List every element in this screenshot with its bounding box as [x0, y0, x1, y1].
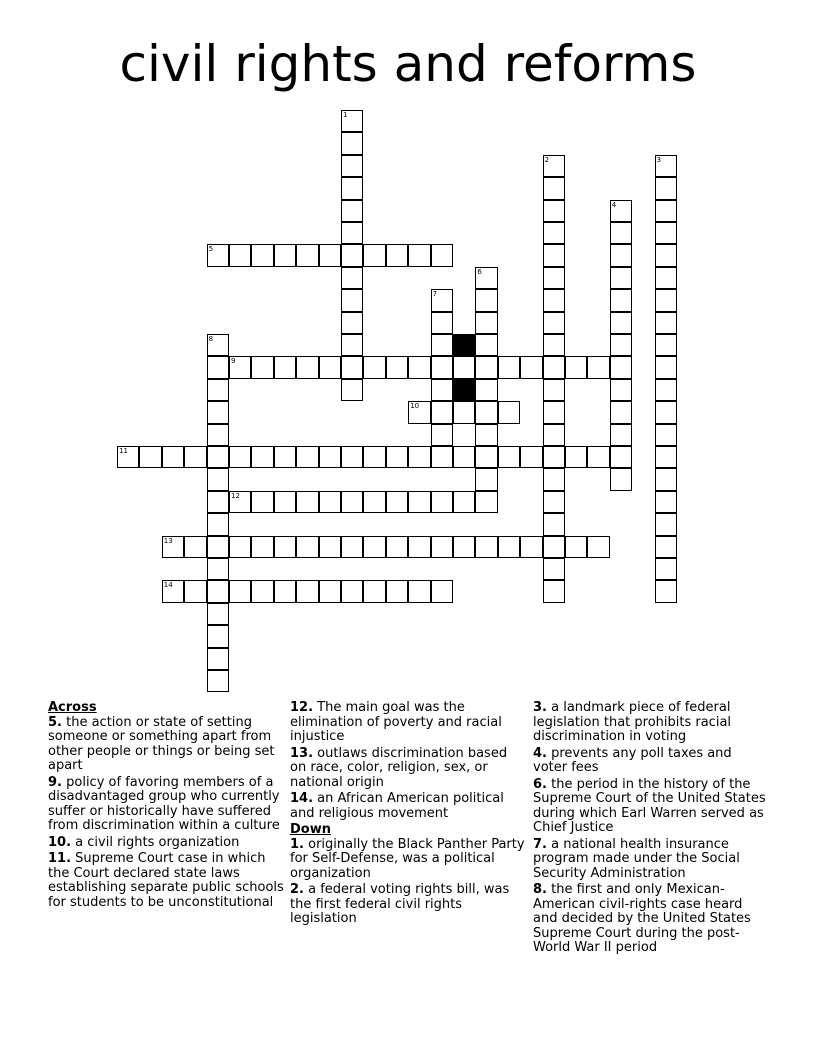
clue-down-6: 6. the period in the history of the Supreme Court of the United States during which Earl Warren served as Chief Justice	[533, 776, 766, 835]
grid-cell[interactable]	[655, 491, 677, 513]
clue-column-2	[290, 701, 526, 929]
grid-cell[interactable]	[610, 356, 632, 378]
grid-cell[interactable]	[319, 536, 341, 558]
grid-cell[interactable]	[431, 356, 453, 378]
grid-cell[interactable]	[543, 334, 565, 356]
grid-cell[interactable]	[274, 446, 296, 468]
grid-cell[interactable]	[386, 536, 408, 558]
grid-cell[interactable]	[184, 536, 206, 558]
grid-cell[interactable]	[341, 289, 363, 311]
grid-cell[interactable]	[655, 379, 677, 401]
grid-cell[interactable]	[475, 468, 497, 490]
grid-cell[interactable]	[386, 356, 408, 378]
grid-cell[interactable]	[543, 244, 565, 266]
grid-cell[interactable]	[207, 648, 229, 670]
grid-cell[interactable]	[610, 424, 632, 446]
grid-cell[interactable]	[341, 110, 363, 132]
across-heading: Across	[48, 700, 97, 715]
grid-cell[interactable]	[341, 446, 363, 468]
grid-cell[interactable]	[229, 536, 251, 558]
grid-cell[interactable]	[475, 289, 497, 311]
grid-cell[interactable]	[408, 536, 430, 558]
grid-cell[interactable]	[408, 580, 430, 602]
clue-across-12: 12. The main goal was the elimination of poverty and racial injustice	[290, 700, 502, 744]
grid-cell[interactable]	[431, 424, 453, 446]
grid-cell[interactable]	[363, 446, 385, 468]
grid-cell[interactable]	[655, 222, 677, 244]
grid-cell[interactable]	[543, 200, 565, 222]
grid-cell[interactable]	[207, 244, 229, 266]
grid-cell[interactable]	[498, 401, 520, 423]
grid-cell[interactable]	[453, 356, 475, 378]
grid-cell[interactable]	[520, 536, 542, 558]
grid-cell[interactable]	[207, 334, 229, 356]
grid-cell[interactable]	[475, 536, 497, 558]
grid-cell[interactable]	[655, 468, 677, 490]
grid-cell[interactable]	[655, 289, 677, 311]
grid-cell[interactable]	[341, 334, 363, 356]
grid-cell[interactable]	[207, 558, 229, 580]
grid-cell[interactable]	[655, 513, 677, 535]
grid-cell[interactable]	[341, 491, 363, 513]
grid-cell[interactable]	[319, 356, 341, 378]
clue-across-5: 5. the action or state of setting someone or something apart from other people or things or being set apart	[48, 714, 275, 773]
grid-cell[interactable]	[386, 491, 408, 513]
grid-cell[interactable]	[251, 446, 273, 468]
clue-across-14: 14. an African American political and religious movement	[290, 791, 504, 821]
grid-cell[interactable]	[274, 356, 296, 378]
grid-cell[interactable]	[543, 558, 565, 580]
grid-cell[interactable]	[408, 401, 430, 423]
grid-cell[interactable]	[207, 424, 229, 446]
grid-cell[interactable]	[610, 267, 632, 289]
grid-cell[interactable]	[296, 244, 318, 266]
grid-cell[interactable]	[431, 446, 453, 468]
grid-cell[interactable]	[296, 580, 318, 602]
grid-cell[interactable]	[655, 200, 677, 222]
grid-cell[interactable]	[475, 401, 497, 423]
grid-cell[interactable]	[587, 536, 609, 558]
grid-cell[interactable]	[296, 356, 318, 378]
clue-number: 14	[163, 581, 173, 590]
grid-cell[interactable]	[274, 536, 296, 558]
clue-down-2: 2. a federal voting rights bill, was the first federal civil rights legislation	[290, 882, 510, 926]
clue-down-4: 4. prevents any poll taxes and voter fees	[533, 745, 732, 775]
grid-cell[interactable]	[587, 356, 609, 378]
grid-cell[interactable]	[543, 177, 565, 199]
grid-cell[interactable]	[229, 244, 251, 266]
grid-cell[interactable]	[341, 312, 363, 334]
grid-cell[interactable]	[655, 446, 677, 468]
grid-cell[interactable]	[408, 491, 430, 513]
clue-number: 2	[544, 155, 550, 164]
grid-cell[interactable]	[655, 536, 677, 558]
grid-cell[interactable]	[229, 580, 251, 602]
grid-cell[interactable]	[207, 468, 229, 490]
grid-cell[interactable]	[655, 580, 677, 602]
grid-cell[interactable]	[341, 244, 363, 266]
grid-cell[interactable]	[520, 356, 542, 378]
grid-cell[interactable]	[229, 446, 251, 468]
grid-cell[interactable]	[229, 491, 251, 513]
grid-cell[interactable]	[655, 356, 677, 378]
grid-cell[interactable]	[341, 200, 363, 222]
grid-cell[interactable]	[475, 356, 497, 378]
grid-cell[interactable]	[543, 222, 565, 244]
grid-cell[interactable]	[184, 446, 206, 468]
grid-cell[interactable]	[363, 491, 385, 513]
grid-cell[interactable]	[610, 200, 632, 222]
grid-cell[interactable]	[341, 155, 363, 177]
grid-cell[interactable]	[431, 401, 453, 423]
grid-cell[interactable]	[207, 536, 229, 558]
grid-cell[interactable]	[408, 446, 430, 468]
grid-cell[interactable]	[543, 468, 565, 490]
grid-cell[interactable]	[543, 536, 565, 558]
grid-cell[interactable]	[207, 446, 229, 468]
clue-number: 12	[231, 491, 240, 500]
grid-cell[interactable]	[610, 334, 632, 356]
black-square	[453, 334, 475, 356]
grid-cell[interactable]	[162, 446, 184, 468]
grid-cell[interactable]	[610, 222, 632, 244]
clue-number: 3	[656, 155, 662, 164]
clue-across-13: 13. outlaws discrimination based on race, color, religion, sex, or national origin	[290, 745, 508, 790]
grid-cell[interactable]	[296, 491, 318, 513]
grid-cell[interactable]	[117, 446, 139, 468]
clue-down-1: 1. originally the Black Panther Party for Self-Defense, was a political organization	[290, 836, 525, 881]
grid-cell[interactable]	[431, 312, 453, 334]
grid-cell[interactable]	[251, 244, 273, 266]
clue-number: 11	[119, 447, 128, 455]
clue-number: 4	[611, 200, 617, 209]
grid-cell[interactable]	[296, 446, 318, 468]
clue-number: 8	[208, 335, 214, 343]
grid-cell[interactable]	[207, 625, 229, 647]
grid-cell[interactable]	[565, 536, 587, 558]
grid-cell[interactable]	[408, 244, 430, 266]
grid-cell[interactable]	[565, 356, 587, 378]
grid-cell[interactable]	[587, 446, 609, 468]
grid-cell[interactable]	[341, 267, 363, 289]
grid-cell[interactable]	[207, 356, 229, 378]
grid-cell[interactable]	[543, 379, 565, 401]
clue-column-3	[533, 701, 769, 958]
grid-cell[interactable]	[431, 379, 453, 401]
grid-cell[interactable]	[520, 446, 542, 468]
grid-cell[interactable]	[655, 424, 677, 446]
grid-cell[interactable]	[610, 312, 632, 334]
down-heading: Down	[290, 822, 331, 837]
grid-cell[interactable]	[341, 132, 363, 154]
grid-cell[interactable]	[431, 536, 453, 558]
grid-cell[interactable]	[319, 580, 341, 602]
grid-cell[interactable]	[655, 558, 677, 580]
grid-cell[interactable]	[207, 603, 229, 625]
grid-cell[interactable]	[498, 356, 520, 378]
clue-down-3: 3. a landmark piece of federal legislation that prohibits racial discrimination in voting	[533, 700, 732, 744]
grid-cell[interactable]	[475, 267, 497, 289]
grid-cell[interactable]	[453, 401, 475, 423]
grid-cell[interactable]	[386, 580, 408, 602]
grid-cell[interactable]	[431, 491, 453, 513]
grid-cell[interactable]	[341, 177, 363, 199]
grid-cell[interactable]	[386, 244, 408, 266]
grid-cell[interactable]	[319, 446, 341, 468]
grid-cell[interactable]	[543, 312, 565, 334]
page-title: civil rights and reforms	[119, 35, 697, 93]
clue-down-7: 7. a national health insurance program made under the Social Security Administration	[533, 836, 740, 881]
clue-number: 6	[477, 267, 482, 276]
grid-cell[interactable]	[274, 580, 296, 602]
clue-across-10: 10. a civil rights organization	[48, 834, 240, 850]
grid-cell[interactable]	[655, 155, 677, 177]
grid-cell[interactable]	[498, 446, 520, 468]
grid-cell[interactable]	[610, 468, 632, 490]
grid-cell[interactable]	[207, 580, 229, 602]
clue-number: 9	[231, 357, 236, 366]
grid-cell[interactable]	[453, 536, 475, 558]
clue-column-1	[48, 701, 284, 912]
black-square	[453, 379, 475, 401]
clue-number: 13	[163, 536, 173, 545]
grid-cell[interactable]	[341, 356, 363, 378]
grid-cell[interactable]	[655, 312, 677, 334]
grid-cell[interactable]	[475, 491, 497, 513]
clue-number: 7	[432, 290, 438, 299]
grid-cell[interactable]	[543, 446, 565, 468]
grid-cell[interactable]	[543, 424, 565, 446]
grid-cell[interactable]	[341, 536, 363, 558]
grid-cell[interactable]	[386, 446, 408, 468]
grid-cell[interactable]	[319, 491, 341, 513]
grid-cell[interactable]	[498, 536, 520, 558]
grid-cell[interactable]	[341, 580, 363, 602]
clue-across-9: 9. policy of favoring members of a disadvantaged group who currently suffer or historically have suffered from discrimination within a culture	[48, 774, 280, 833]
grid-cell[interactable]	[229, 356, 251, 378]
grid-cell[interactable]	[655, 244, 677, 266]
clue-number: 1	[343, 111, 348, 119]
clue-number: 5	[208, 245, 214, 254]
grid-cell[interactable]	[431, 289, 453, 311]
grid-cell[interactable]	[162, 580, 184, 602]
grid-cell[interactable]	[363, 580, 385, 602]
grid-cell[interactable]	[319, 244, 341, 266]
grid-cell[interactable]	[655, 177, 677, 199]
grid-cell[interactable]	[363, 244, 385, 266]
grid-cell[interactable]	[139, 446, 161, 468]
grid-cell[interactable]	[453, 446, 475, 468]
grid-cell[interactable]	[363, 356, 385, 378]
grid-cell[interactable]	[543, 289, 565, 311]
grid-cell[interactable]	[610, 446, 632, 468]
grid-cell[interactable]	[341, 222, 363, 244]
grid-cell[interactable]	[207, 379, 229, 401]
grid-cell[interactable]	[431, 334, 453, 356]
grid-cell[interactable]	[475, 424, 497, 446]
grid-cell[interactable]	[543, 513, 565, 535]
grid-cell[interactable]	[363, 536, 385, 558]
grid-cell[interactable]	[610, 244, 632, 266]
grid-cell[interactable]	[184, 580, 206, 602]
grid-cell[interactable]	[251, 491, 273, 513]
grid-cell[interactable]	[565, 446, 587, 468]
grid-cell[interactable]	[251, 580, 273, 602]
grid-cell[interactable]	[408, 356, 430, 378]
clue-number: 10	[410, 402, 420, 411]
grid-cell[interactable]	[610, 401, 632, 423]
grid-cell[interactable]	[274, 491, 296, 513]
grid-cell[interactable]	[543, 155, 565, 177]
grid-cell[interactable]	[251, 536, 273, 558]
grid-cell[interactable]	[475, 312, 497, 334]
grid-cell[interactable]	[475, 379, 497, 401]
grid-cell[interactable]	[274, 244, 296, 266]
grid-cell[interactable]	[207, 491, 229, 513]
grid-cell[interactable]	[251, 356, 273, 378]
grid-cell[interactable]	[207, 513, 229, 535]
grid-cell[interactable]	[475, 334, 497, 356]
grid-cell[interactable]	[207, 401, 229, 423]
grid-cell[interactable]	[655, 401, 677, 423]
grid-cell[interactable]	[543, 267, 565, 289]
grid-cell[interactable]	[655, 267, 677, 289]
grid-cell[interactable]	[162, 536, 184, 558]
grid-cell[interactable]	[543, 401, 565, 423]
grid-cell[interactable]	[475, 446, 497, 468]
clue-down-8: 8. the first and only Mexican-American civil-rights case heard and decided by the United States Supreme Court during the post-World War II period	[533, 882, 751, 955]
grid-cell[interactable]	[431, 580, 453, 602]
grid-cell[interactable]	[543, 356, 565, 378]
grid-cell[interactable]	[207, 670, 229, 692]
grid-cell[interactable]	[543, 491, 565, 513]
grid-cell[interactable]	[610, 289, 632, 311]
grid-cell[interactable]	[610, 379, 632, 401]
grid-cell[interactable]	[296, 536, 318, 558]
clue-across-11: 11. Supreme Court case in which the Court declared state laws establishing separate public schools for students to be unconstitutional	[48, 851, 284, 910]
grid-cell[interactable]	[431, 244, 453, 266]
grid-cell[interactable]	[341, 379, 363, 401]
grid-cell[interactable]	[655, 334, 677, 356]
grid-cell[interactable]	[543, 580, 565, 602]
grid-cell[interactable]	[453, 491, 475, 513]
